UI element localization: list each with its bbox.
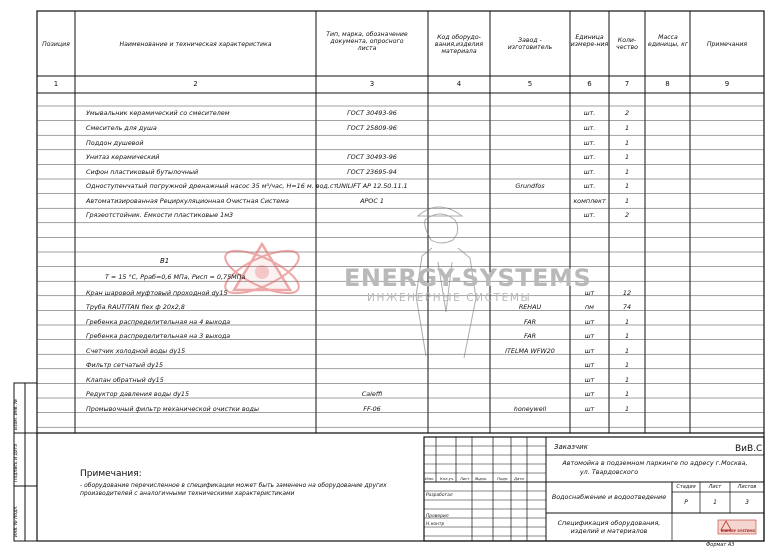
row-unit: комплект (573, 197, 606, 205)
row-type: ГОСТ 25809-96 (347, 124, 397, 132)
stage-value: Р (684, 499, 688, 506)
row-name: Одноступенчатый погружной дренажный насос 35 м³/час, Н=16 м. вод.ст (86, 182, 338, 190)
notes-line-2: производителей с аналогичными техническими характеристиками (80, 490, 295, 497)
row-unit: шт (584, 361, 595, 369)
row-unit: шт. (583, 124, 596, 132)
watermark-swirl-icon (220, 242, 304, 301)
row-manufacturer: ITELMA WFW20 (505, 347, 555, 355)
row-type: ГОСТ 30493-96 (347, 109, 397, 117)
row-type: АРОС 1 (360, 197, 384, 205)
section-name: Водоснабжение и водоотведение (551, 493, 667, 501)
row-unit: шт (584, 376, 595, 384)
row-unit: шт. (583, 139, 596, 147)
row-name: Фильтр сетчатый dy15 (86, 361, 164, 369)
row-type: ГОСТ 30493-96 (347, 153, 397, 161)
row-qty: 1 (624, 153, 630, 161)
row-unit: шт (584, 318, 595, 326)
row-unit: шт. (583, 182, 596, 190)
row-qty: 1 (624, 182, 630, 190)
sheets-value: 3 (745, 499, 749, 506)
row-qty: 1 (624, 405, 630, 413)
header-mass: Масса единицы, кг (647, 34, 689, 48)
row-name: Клапан обратный dy15 (86, 376, 164, 384)
column-number: 5 (527, 80, 533, 88)
row-name: Умывальник керамический со смесителем (86, 109, 230, 117)
tb-col-izm: Изм. (425, 476, 434, 481)
doc-line-2: изделий и материалов (570, 527, 648, 535)
stage-label: Стадия (676, 484, 696, 490)
column-number: 2 (193, 80, 198, 88)
header-qty: Коли-чество (616, 37, 638, 51)
header-manufacturer: Завод - изготовитель (507, 37, 553, 51)
watermark-subtitle: ИНЖЕНЕРНЫЕ СИСТЕМЫ (367, 292, 532, 304)
row-qty: 1 (624, 197, 630, 205)
format-label: Формат А3 (706, 542, 735, 548)
strip-replace-inv: Взам. инв. № (14, 398, 19, 430)
header-notes: Примечания (706, 41, 748, 48)
column-number: 3 (369, 80, 375, 88)
row-name: Гребенка распределительная на 4 выхода (86, 318, 231, 326)
row-qty: 1 (624, 332, 630, 340)
row-name: Смеситель для душа (86, 124, 157, 132)
row-unit: пм (585, 303, 594, 311)
row-name: Труба RAUTITAN flex ф 20х2,8 (86, 303, 185, 311)
row-name: Промывочный фильтр механической очистки воды (86, 405, 259, 413)
row-manufacturer: REHAU (518, 303, 542, 311)
tb-col-list: Лист (460, 476, 470, 481)
row-qty: 2 (624, 211, 630, 219)
section-title: В1 (160, 257, 170, 265)
column-number: 6 (587, 80, 592, 88)
row-unit: шт. (583, 109, 596, 117)
row-qty: 1 (624, 347, 630, 355)
column-number: 9 (724, 80, 730, 88)
row-type: UNILIFT AP 12.50.11.1 (336, 182, 408, 190)
row-type: Caleffi (361, 390, 383, 398)
row-unit: шт (584, 289, 595, 297)
watermark-title: ENERGY-SYSTEMS (344, 264, 592, 292)
tb-col-podp: Подп. (497, 476, 509, 481)
sheet-value: 1 (713, 499, 717, 506)
row-qty: 1 (624, 168, 630, 176)
row-qty: 2 (624, 109, 630, 117)
row-unit: шт. (583, 211, 596, 219)
row-unit: шт (584, 390, 595, 398)
notes-title: Примечания: (80, 469, 142, 479)
row-manufacturer: FAR (523, 332, 537, 340)
row-unit: шт (584, 347, 595, 355)
object-line-2: ул. Твардовского (579, 468, 639, 476)
row-name: Счетчик холодной воды dy15 (86, 347, 186, 355)
tb-col-data: Дата (514, 476, 524, 481)
row-manufacturer: FAR (523, 318, 537, 326)
row-qty: 1 (624, 318, 630, 326)
header-unit: Единица измере-ния (570, 34, 609, 48)
object-line-1: Автомойка в подземном паркинге по адресу г.Москва, (562, 459, 748, 467)
row-type: ГОСТ 23695-94 (347, 168, 397, 176)
row-name: Кран шаровой муфтовый проходной dy15 (86, 289, 228, 297)
row-name: Грязеотстойник. Емкости пластиковые 1м3 (86, 211, 234, 219)
header-position: Позиция (42, 41, 70, 48)
header-name: Наименование и техническая характеристика (119, 41, 272, 48)
header-code: Код оборудо-вания,изделия материала (434, 34, 484, 55)
column-number: 8 (665, 80, 670, 88)
row-qty: 1 (624, 390, 630, 398)
row-qty: 1 (624, 376, 630, 384)
row-qty: 74 (622, 303, 632, 311)
sheets-label: Листов (737, 484, 757, 490)
row-unit: шт. (583, 153, 596, 161)
row-name: Поддон душевой (86, 139, 144, 147)
column-number: 1 (53, 80, 59, 88)
notes-line-1: - оборудование перечисленное в спецификации может быть заменено на оборудование других (80, 482, 387, 489)
row-manufacturer: honeywell (513, 405, 547, 413)
header-type: Тип, марка, обозначение документа, опросного листа (326, 31, 408, 52)
document-code: ВиВ.С (735, 444, 763, 454)
column-number: 4 (456, 80, 462, 88)
row-manufacturer: Grundfos (515, 182, 545, 190)
row-qty: 12 (622, 289, 632, 297)
column-number: 7 (624, 80, 630, 88)
row-qty: 1 (624, 124, 630, 132)
row-unit: шт (584, 332, 595, 340)
sheet-label: Лист (708, 484, 722, 490)
row-qty: 1 (624, 361, 630, 369)
row-unit: шт. (583, 168, 596, 176)
row-name: Автоматизированная Рециркуляционная Очистная Система (86, 197, 289, 205)
row-name: Гребенка распределительная на 3 выхода (86, 332, 231, 340)
tb-col-ndok: №док. (475, 476, 488, 481)
strip-signature-date: Подпись и дата (14, 443, 19, 482)
row-type: FF-06 (363, 405, 381, 413)
strip-inv-original: Инв. № подл. (14, 505, 19, 537)
row-name: Сифон пластиковый бутылочный (86, 168, 199, 176)
tb-col-koluch: Кол.уч. (440, 476, 455, 481)
tb-role-developed: Разработал (426, 493, 453, 498)
row-name: Унитаз керамический (86, 153, 160, 161)
row-name: Редуктор давления воды dy15 (86, 390, 190, 398)
tb-role-checked: Проверил (426, 514, 449, 519)
tb-role-ncontrol: Н.контр (426, 522, 445, 527)
row-unit: шт (584, 405, 595, 413)
logo-text: ENERGY SYSTEMS (720, 529, 756, 533)
section-params: T = 15 °C, Рраб=0,6 МПа, Рисп = 0,75МПа (105, 273, 246, 281)
row-qty: 1 (624, 139, 630, 147)
customer-label: Заказчик (554, 443, 588, 451)
doc-line-1: Спецификация оборудования, (557, 519, 661, 527)
